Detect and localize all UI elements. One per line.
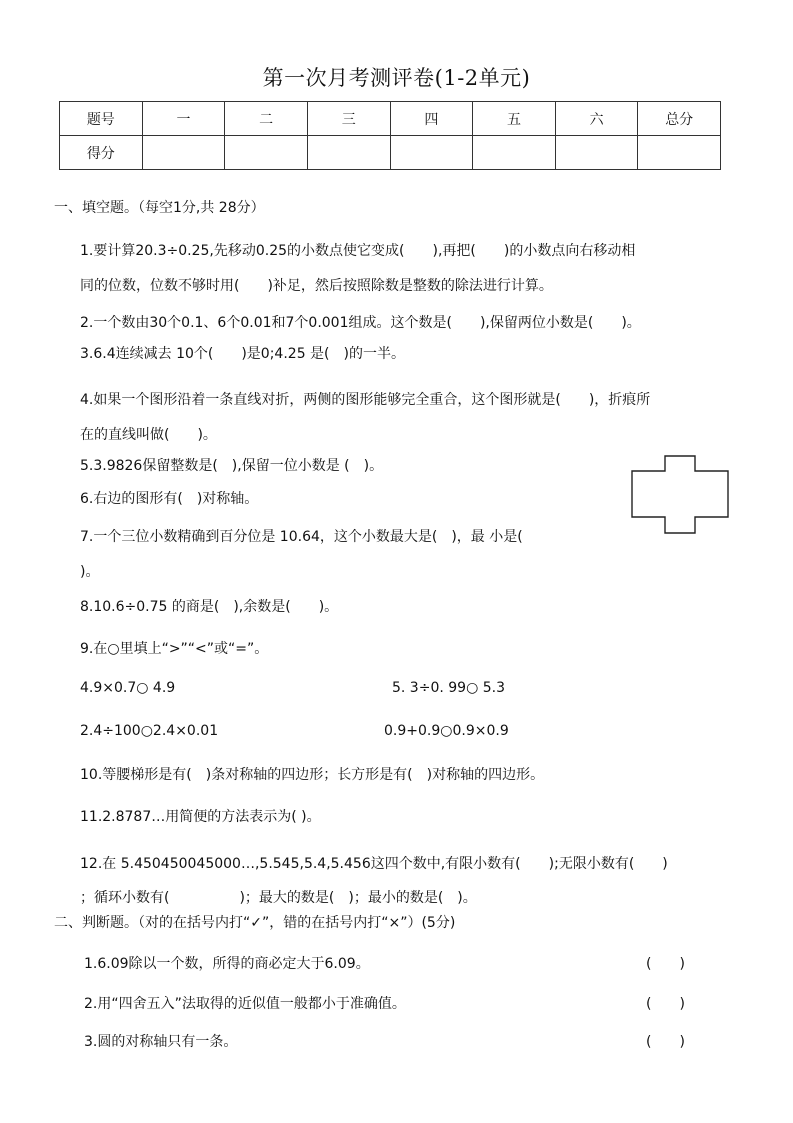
score-header-cell: 总分: [638, 102, 721, 136]
score-cell: [390, 136, 473, 170]
score-table-score-row: [60, 136, 721, 170]
question-line: 10.等腰梯形是有( )条对称轴的四边形；长方形是有( )对称轴的四边形。: [80, 767, 545, 783]
question-line: 12.在 5.450450045000…,5.545,5.4,5.456这四个数中,有限小数有( );无限小数有( ): [80, 856, 668, 872]
question-line: 6.右边的图形有( )对称轴。: [80, 491, 259, 507]
answer-parentheses: ( ): [646, 996, 685, 1012]
score-cell: [307, 136, 390, 170]
answer-parentheses: ( ): [646, 956, 685, 972]
comparison-item: 5. 3÷0. 99○ 5.3: [392, 680, 505, 696]
question-line: 1.要计算20.3÷0.25,先移动0.25的小数点使它变成( ),再把( )的小数点向右移动相: [80, 243, 636, 259]
question-line: 同的位数，位数不够时用( )补足，然后按照除数是整数的除法进行计算。: [80, 278, 553, 294]
section1-heading: 一、填空题。（每空1分,共 28分）: [54, 200, 265, 216]
score-header-cell: 二: [225, 102, 308, 136]
score-header-cell: 五: [473, 102, 556, 136]
score-table-header-row: [60, 102, 721, 136]
question-line: 4.如果一个图形沿着一条直线对折，两侧的图形能够完全重合，这个图形就是( )，折痕所: [80, 392, 651, 408]
question-line: 11.2.8787…用简便的方法表示为( )。: [80, 809, 321, 825]
score-cell: [555, 136, 638, 170]
question-line: 在的直线叫做( )。: [80, 427, 217, 443]
question-line: 9.在○里填上“>”“<”或“=”。: [80, 641, 269, 657]
comparison-item: 0.9+0.9○0.9×0.9: [384, 723, 509, 739]
score-header-cell: 三: [307, 102, 390, 136]
score-row-label: 得分: [60, 136, 143, 170]
question-line: 2.一个数由30个0.1、6个0.01和7个0.001组成。这个数是( ),保留两位小数是( )。: [80, 315, 641, 331]
score-header-cell: 一: [142, 102, 225, 136]
cross-shape-figure: [630, 455, 730, 535]
answer-parentheses: ( ): [646, 1034, 685, 1050]
score-cell: [142, 136, 225, 170]
page-title: 第一次月考测评卷(1-2单元): [262, 66, 531, 90]
score-cell: [638, 136, 721, 170]
judgement-item: 1.6.09除以一个数，所得的商必定大于6.09。: [84, 956, 370, 972]
comparison-item: 2.4÷100○2.4×0.01: [80, 723, 219, 739]
score-header-cell: 六: [555, 102, 638, 136]
score-cell: [225, 136, 308, 170]
judgement-item: 2.用“四舍五入”法取得的近似值一般都小于准确值。: [84, 996, 406, 1012]
judgement-item: 3.圆的对称轴只有一条。: [84, 1034, 238, 1050]
score-header-cell: 题号: [60, 102, 143, 136]
comparison-item: 4.9×0.7○ 4.9: [80, 680, 176, 696]
section2-heading: 二、判断题。（对的在括号内打“✓”，错的在括号内打“×”）(5分): [54, 915, 456, 931]
score-table: [59, 101, 721, 170]
question-line: 3.6.4连续减去 10个( )是0;4.25 是( )的一半。: [80, 346, 405, 362]
question-line: )。: [80, 564, 100, 580]
question-line: 8.10.6÷0.75 的商是( ),余数是( )。: [80, 599, 339, 615]
score-cell: [473, 136, 556, 170]
question-line: ；循环小数有( )；最大的数是( )；最小的数是( )。: [80, 890, 477, 906]
question-line: 7.一个三位小数精确到百分位是 10.64，这个小数最大是( )，最 小是(: [80, 529, 523, 545]
score-header-cell: 四: [390, 102, 473, 136]
question-line: 5.3.9826保留整数是( ),保留一位小数是 ( )。: [80, 458, 384, 474]
